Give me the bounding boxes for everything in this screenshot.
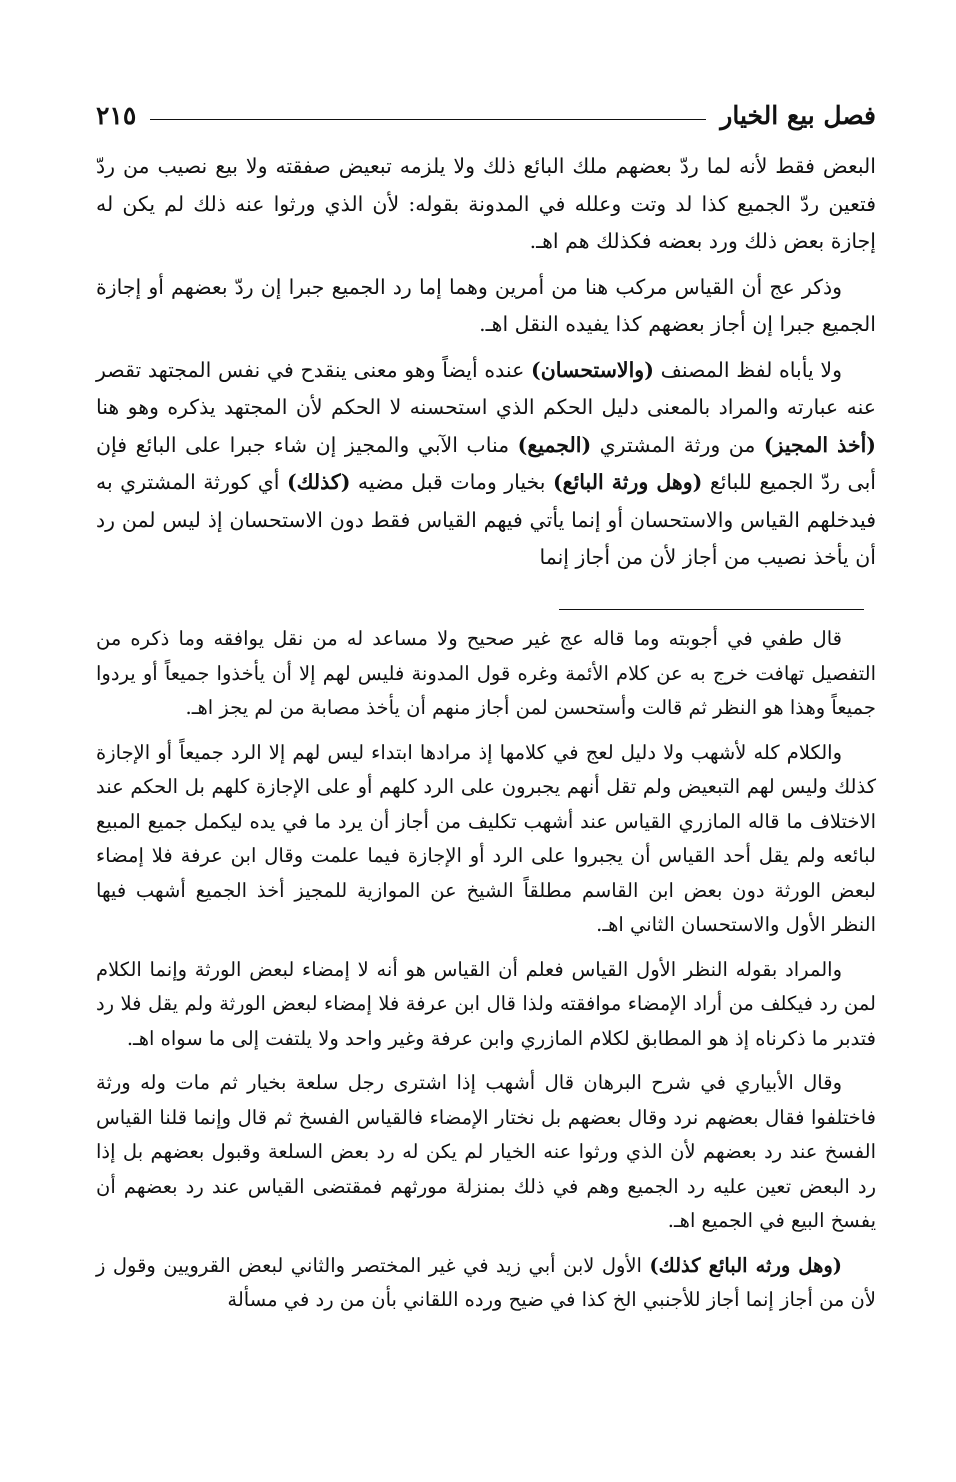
text-run: من ورثة المشتري [591, 432, 764, 457]
running-header [96, 88, 876, 128]
text-run: ولا يأباه لفظ المصنف [653, 357, 842, 382]
main-text [96, 148, 876, 585]
main-paragraph-3 [96, 352, 876, 577]
text-run: مناب الآبي والمجيز إن شاء جبرا على البائع فإن أبى ردّ الجميع للبائع [96, 432, 876, 494]
bold-term-warathat-al-bai: (وهل ورثة البائع) [552, 470, 703, 494]
text-run: بخيار ومات قبل مضيه [350, 470, 553, 494]
text-run: أي كورثة المشتري به فيدخلهم القياس والاستحسان أو إنما يأتي فيهم القياس فقط دون الاستحسان إذ ليس لمن رد أن يأخذ نصيب من أجاز لأن من أجاز إنما [96, 470, 876, 569]
commentary-paragraph-2: والكلام كله لأشهب ولا دليل لعج في كلامها إذ مرادها ابتداء ليس لهم إلا الرد جميعاً أو الإجازة كذلك وليس لهم التبعيض ولم تقل أنهم يجبرون على الرد كلهم أو على الإجازة كلهم بل الحكم عند الاختلاف ما قاله المازري القياس عند أشهب تكليف من أجاز أن يرد ما في يده ليكمل جميع المبيع لبائعه ولم يقل أحد القياس أن يجبروا على الرد أو الإجازة فيما علمت وقال ابن عرفة فلا إمضاء لبعض الورثة دون بعض ابن القاسم مطلقاً الشيخ عن الموازية للمجيز أخذ الجميع أشهب فيها النظر الأول والاستحسان الثاني اهـ. [96, 740, 876, 936]
bold-term-al-jami: (الجميع) [517, 432, 592, 457]
bold-term-kadhalik: (كذلك) [286, 470, 351, 494]
chapter-title: فصل بيع الخيار [720, 101, 876, 130]
commentary-divider [559, 609, 864, 610]
commentary-paragraph-5 [96, 1249, 876, 1318]
text-run: عنده أيضاً وهو معنى ينقدح في نفس المجتهد تقصر عنه عبارته والمراد بالمعنى دليل الحكم الذي استحسنه لا الحكم لأن المجتهد يذكره وهو هنا [96, 357, 876, 419]
page-number: ٢١٥ [96, 101, 137, 130]
commentary-paragraph-3: والمراد بقوله النظر الأول القياس فعلم أن القياس هو أنه لا إمضاء لبعض الورثة وإنما الكلام لمن رد فيكلف من أراد الإمضاء موافقته ولذا قال ابن عرفة فلا إمضاء لبعض الورثة ولم يقل فلا رد فتدبر ما ذكرناه إذ هو المطابق لكلام المازري وابن عرفة وغير واحد ولا يلتفت إلى ما سواه اهـ. [96, 957, 876, 1050]
commentary-text [96, 622, 876, 1328]
bold-term-istihsan: (والاستحسان) [531, 357, 654, 382]
main-paragraph-2: وذكر عج أن القياس مركب هنا من أمرين وهما إما رد الجميع جبرا إن ردّ بعضهم أو إجازة الجميع جبرا إن أجاز بعضهم كذا يفيده النقل اهـ. [96, 274, 876, 336]
header-rule [150, 119, 706, 120]
bold-term-warathah-al-bai-kadhalik: (وهل ورثه البائع كذلك) [649, 1253, 843, 1277]
bold-term-akhdh-al-mujiz: (أخذ المجيز) [763, 432, 877, 457]
commentary-paragraph-4: وقال الأبياري في شرح البرهان قال أشهب إذا اشترى رجل سلعة بخيار ثم مات وله ورثة فاختلفوا فقال بعضهم نرد وقال بعضهم بل نختار الإمضاء فالقياس الفسخ ثم قال وإنما قلنا القياس الفسخ عند رد بعضهم لأن الذي ورثوا عنه الخيار لم يكن له رد بعض السلعة وقبول بعضهم بل إذا رد البعض تعين عليه رد الجميع وهم في ذلك بمنزلة مورثهم فمقتضى القياس عند رد بعضهم أن يفسخ البيع في الجميع اهـ. [96, 1071, 876, 1232]
commentary-paragraph-1: قال طفي في أجوبته وما قاله عج غير صحيح ولا مساعد له من نقل يوافقه وما ذكره من التفصيل تهافت خرج به عن كلام الأئمة وغره قول المدونة فليس لهم إلا أن يأخذوا جميعاً أو يردوا جميعاً وهذا هو النظر ثم قالت وأستحسن لمن أجاز منهم أن يأخذ مصابة من لم يجز اهـ. [96, 627, 876, 719]
text-run: الأول لابن أبي زيد في غير المختصر والثاني لبعض القرويين وقول ز لأن من أجاز إنما أجاز للأجنبي الخ كذا في ضيح ورده اللقاني بأن من رد في مسألة [96, 1253, 876, 1311]
main-paragraph-1: البعض فقط لأنه لما ردّ بعضهم ملك البائع ذلك ولا يلزمه تبعيض صفقته ولا بيع نصيب من ردّ فتعين ردّ الجميع كذا لد وتت وعلله في المدونة بقوله: لأن الذي ورثوا عنه ذلك لم يكن له إجازة بعض ذلك ورد بعضه فكذلك هم اهـ. [96, 154, 876, 253]
